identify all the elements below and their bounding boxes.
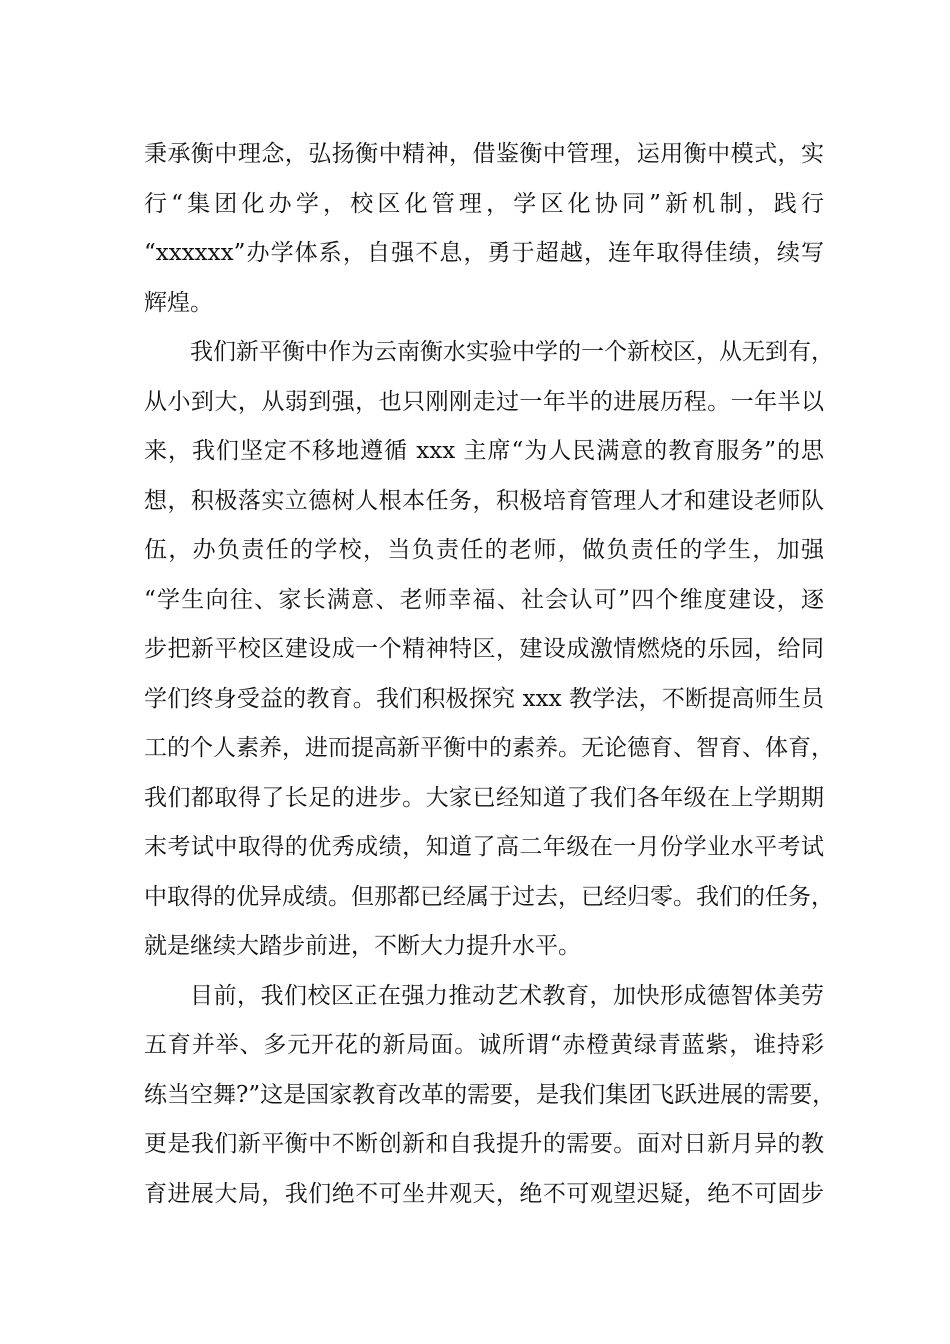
text-line: 学们终身受益的教育。我们积极探究 xxx 教学法，不断提高师生员 — [144, 685, 824, 712]
text-line: “学生向往、家长满意、老师幸福、社会认可”四个维度建设，逐 — [144, 586, 824, 613]
text-line: 就是继续大踏步前进，不断大力提升水平。 — [144, 933, 581, 959]
text-line: 伍，办负责任的学校，当负责任的老师，做负责任的学生，加强 — [144, 537, 824, 563]
text-line: 育进展大局，我们绝不可坐井观天，绝不可观望迟疑，绝不可固步 — [144, 1180, 824, 1207]
text-line: 想，积极落实立德树人根本任务，积极培育管理人才和建设老师队 — [144, 487, 824, 514]
text-line: 辉煌。 — [144, 289, 213, 316]
text-line: 工的个人素养，进而提高新平衡中的素养。无论德育、智育、体育， — [144, 735, 834, 761]
text-line: “xxxxxx”办学体系，自强不息，勇于超越，连年取得佳绩，续写 — [144, 240, 824, 266]
text-line: 我们都取得了长足的进步。大家已经知道了我们各年级在上学期期 — [144, 784, 824, 811]
text-line: 步把新平校区建设成一个精神特区，建设成激情燃烧的乐园，给同 — [144, 636, 824, 662]
text-line: 从小到大，从弱到强，也只刚刚走过一年半的进展历程。一年半以 — [144, 388, 824, 415]
body-text — [144, 130, 836, 1219]
text-line: 秉承衡中理念，弘扬衡中精神，借鉴衡中管理，运用衡中模式，实 — [144, 141, 824, 167]
text-line: 五育并举、多元开花的新局面。诚所谓“赤橙黄绿青蓝紫，谁持彩 — [144, 1032, 824, 1058]
text-line: 行“集团化办学，校区化管理，学区化协同”新机制，践行 — [144, 190, 824, 217]
text-line: 练当空舞?”这是国家教育改革的需要，是我们集团飞跃进展的需要， — [144, 1081, 836, 1108]
text-line: 目前，我们校区正在强力推动艺术教育，加快形成德智体美劳 — [190, 982, 824, 1009]
text-line: 更是我们新平衡中不断创新和自我提升的需要。面对日新月异的教 — [144, 1131, 824, 1157]
text-line: 来，我们坚定不移地遵循 xxx 主席“为人民满意的教育服务”的思 — [144, 438, 824, 464]
text-line: 中取得的优异成绩。但那都已经属于过去，已经归零。我们的任务， — [144, 883, 834, 910]
text-line: 末考试中取得的优秀成绩，知道了高二年级在一月份学业水平考试 — [144, 834, 824, 860]
text-line: 我们新平衡中作为云南衡水实验中学的一个新校区，从无到有， — [190, 339, 834, 365]
